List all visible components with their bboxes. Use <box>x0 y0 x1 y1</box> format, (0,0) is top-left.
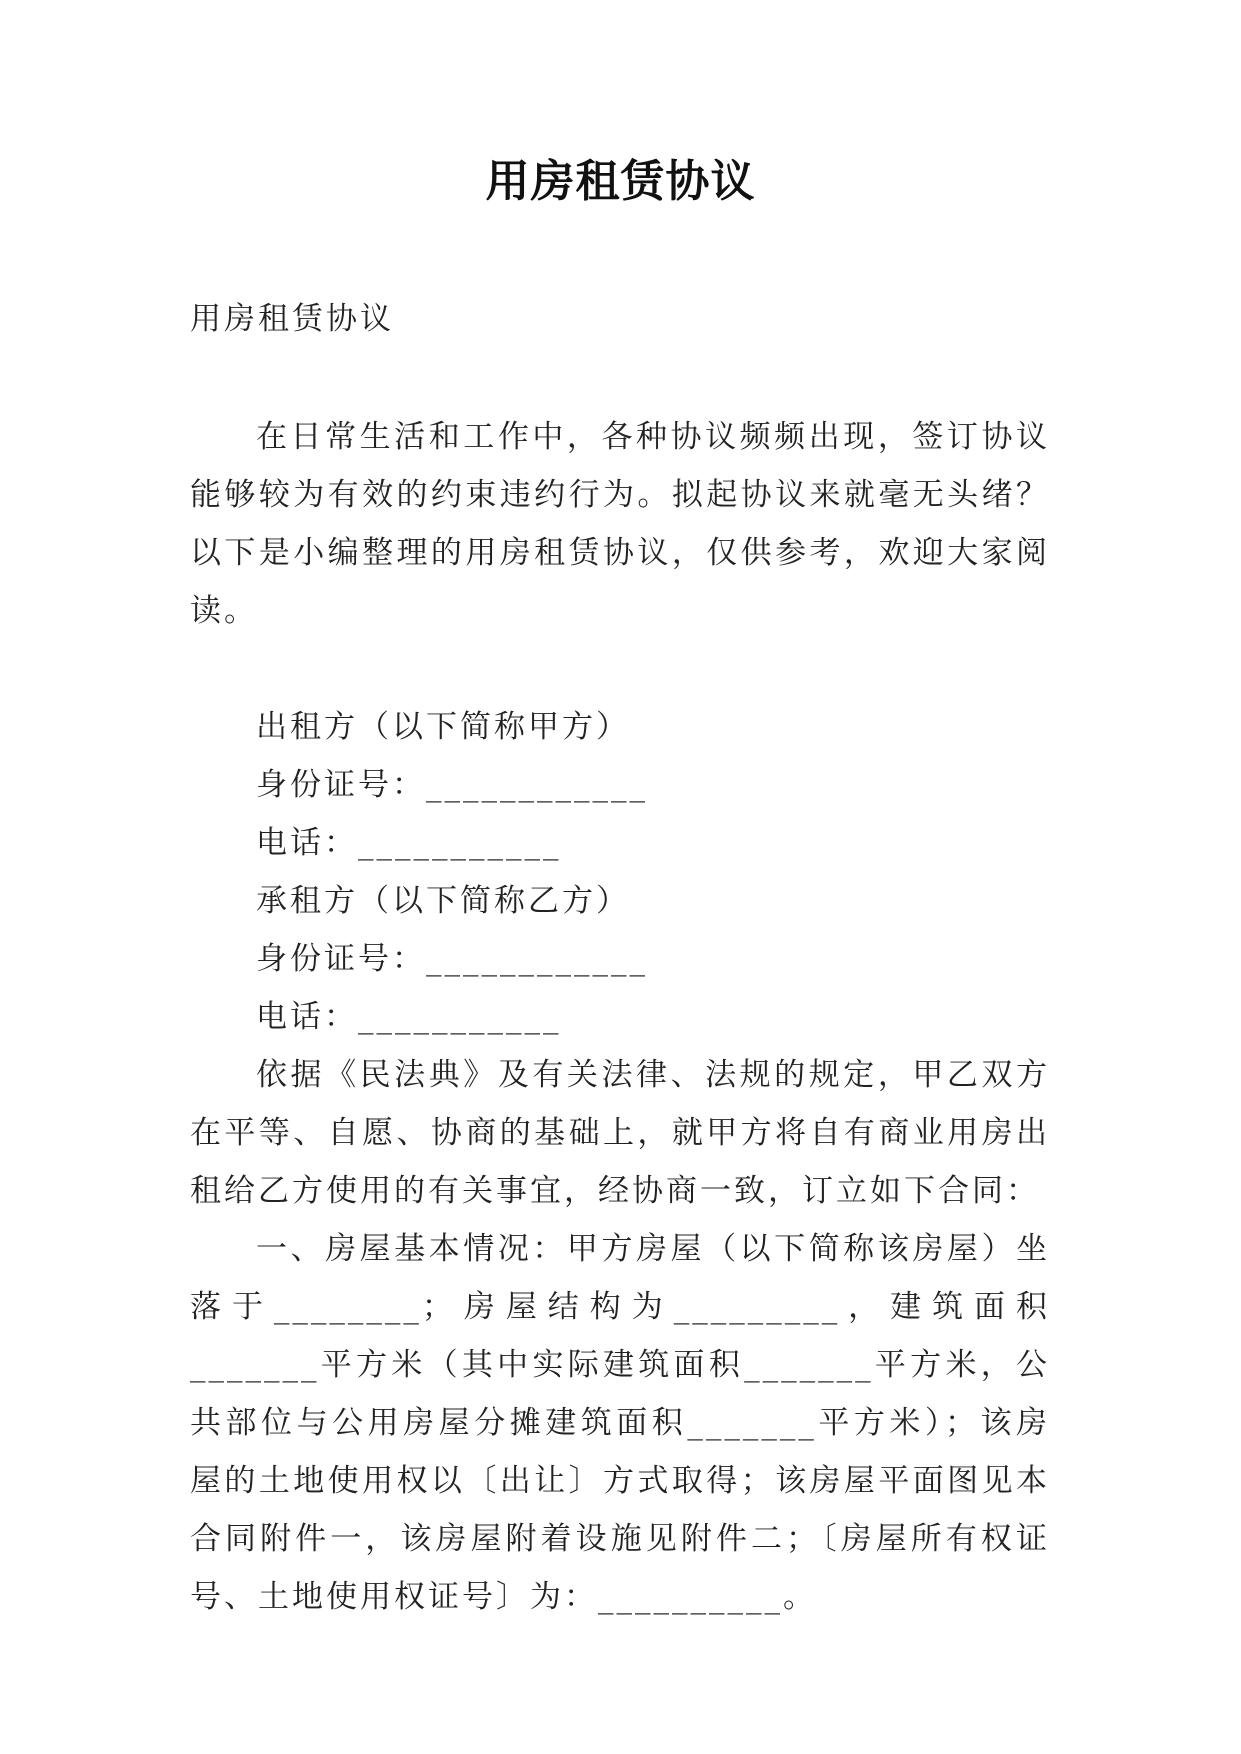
document-title: 用房租赁协议 <box>485 156 756 207</box>
document-body <box>190 290 1050 1626</box>
basis-paragraph: 依据《民法典》及有关法律、法规的规定，甲乙双方在平等、自愿、协商的基础上，就甲方将自有商业用房出租给乙方使用的有关事宜，经协商一致，订立如下合同： <box>190 1057 1050 1209</box>
party-a-heading: 出租方（以下简称甲方） <box>256 709 630 745</box>
party-b-id-line: 身份证号：____________ <box>256 941 648 977</box>
party-b-heading: 承租方（以下简称乙方） <box>256 883 630 919</box>
spacer <box>190 348 1050 408</box>
spacer <box>190 640 1050 698</box>
intro-paragraph: 在日常生活和工作中，各种协议频频出现，签订协议能够较为有效的约束违约行为。拟起协议来就毫无头绪？以下是小编整理的用房租赁协议，仅供参考，欢迎大家阅读。 <box>190 419 1050 629</box>
clause-1-paragraph: 一、房屋基本情况：甲方房屋（以下简称该房屋）坐落于________；房屋结构为_________，建筑面积_______平方米（其中实际建筑面积_______平方米，公共部位与公用房屋分摊建筑面积_______平方米）；该房屋的土地使用权以〔出让〕方式取得；该房屋平面图见本合同附件一，该房屋附着设施见附件二；〔房屋所有权证号、土地使用权证号〕为：__________。 <box>190 1231 1050 1615</box>
party-a-id-line: 身份证号：____________ <box>256 767 648 803</box>
party-b-phone-line: 电话：___________ <box>256 999 562 1035</box>
document-subtitle: 用房租赁协议 <box>190 301 394 337</box>
party-a-phone-line: 电话：___________ <box>256 825 562 861</box>
